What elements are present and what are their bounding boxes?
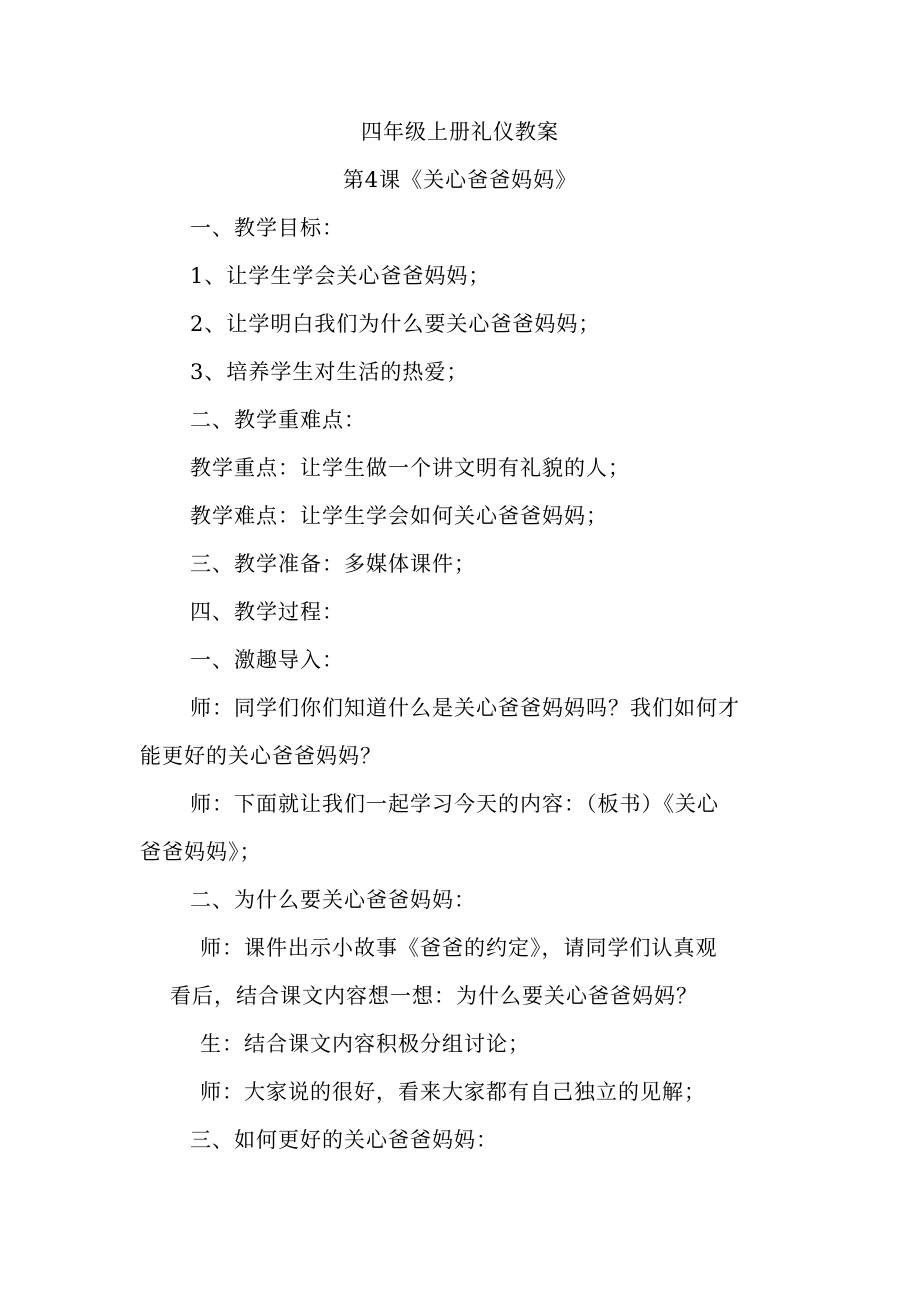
section-heading: 二、教学重难点： [190,408,366,432]
paragraph-line: 3、培养学生对生活的热爱； [190,360,469,384]
paragraph-line: 1、让学生学会关心爸爸妈妈； [190,264,491,288]
section-heading: 三、教学准备：多媒体课件； [190,552,476,576]
subsection-heading: 一、激趣导入： [190,648,344,672]
paragraph-line: 师：同学们你们知道什么是关心爸爸妈妈吗？我们如何才 [190,696,740,720]
paragraph-line: 能更好的关心爸爸妈妈？ [140,744,382,768]
paragraph-line: 爸爸妈妈》； [140,840,262,864]
lesson-title: 第4课《关心爸爸妈妈》 [342,168,578,192]
paragraph-line: 教学难点：让学生学会如何关心爸爸妈妈； [190,504,608,528]
paragraph-line: 师：课件出示小故事《爸爸的约定》，请同学们认真观 [200,936,718,960]
paragraph-line: 师：下面就让我们一起学习今天的内容：（板书）《关心 [190,792,719,816]
paragraph-line: 师：大家说的很好，看来大家都有自己独立的见解； [200,1080,706,1104]
paragraph-line: 教学重点：让学生做一个讲文明有礼貌的人； [190,456,630,480]
section-heading: 四、教学过程： [190,600,344,624]
paragraph-line: 看后，结合课文内容想一想：为什么要关心爸爸妈妈？ [170,984,698,1008]
paragraph-line: 2、让学明白我们为什么要关心爸爸妈妈； [190,312,601,336]
document-title: 四年级上册礼仪教案 [361,120,559,144]
subsection-heading: 三、如何更好的关心爸爸妈妈： [190,1128,498,1152]
paragraph-line: 生：结合课文内容积极分组讨论； [200,1032,530,1056]
subsection-heading: 二、为什么要关心爸爸妈妈： [190,888,476,912]
section-heading: 一、教学目标： [190,216,344,240]
